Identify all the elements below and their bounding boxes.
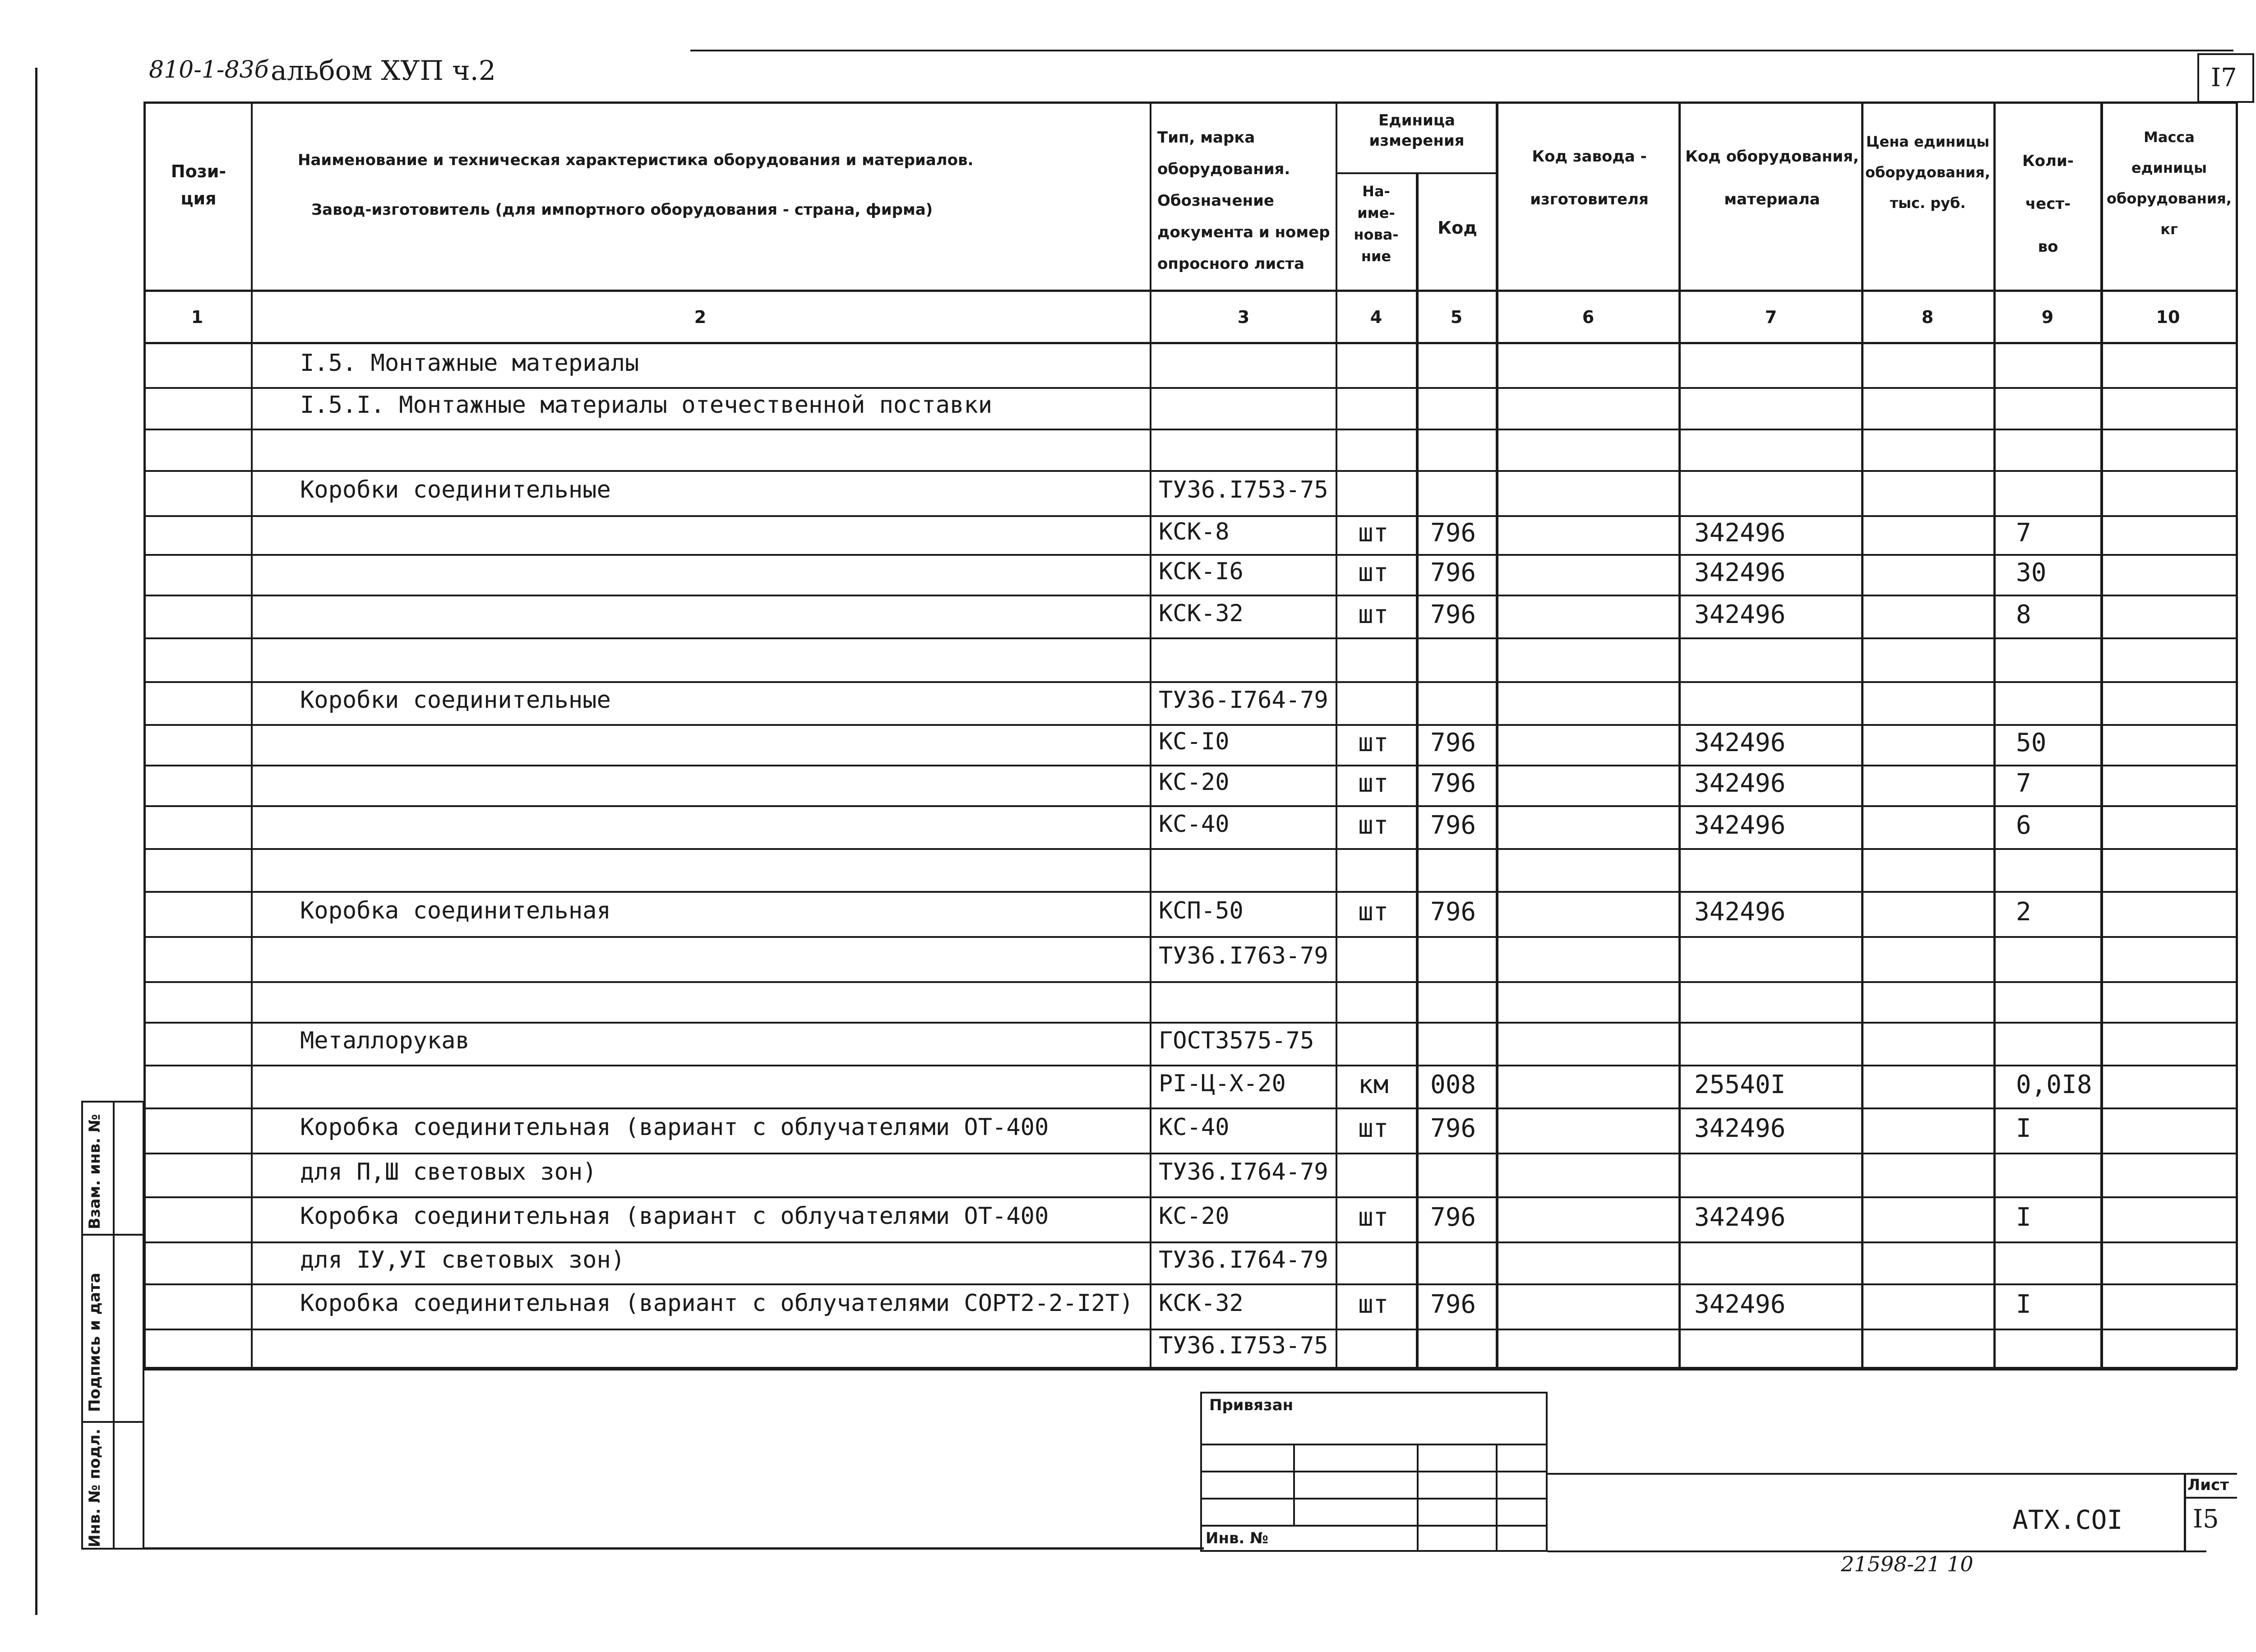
header-unit-code: Код: [1438, 218, 1477, 238]
row-type: КСК-I6: [1159, 558, 1244, 585]
col-line-4: [1416, 172, 1419, 1369]
row-unit: шт: [1358, 728, 1389, 757]
row-material-code: 342496: [1694, 1114, 1786, 1143]
row-type: ТУ36.I764-79: [1159, 1158, 1328, 1186]
column-number-1: 1: [191, 307, 203, 327]
sheet-number-sep: [2184, 1473, 2186, 1552]
side-label-vzam: Взам. инв. №: [86, 1114, 104, 1229]
side-strip-rule-2: [81, 1421, 144, 1423]
row-name: Металлорукав: [300, 1027, 470, 1054]
row-unit-code: 796: [1430, 1114, 1476, 1143]
row-name: для П,Ш световых зон): [300, 1158, 597, 1186]
row-type: КС-20: [1159, 1203, 1230, 1230]
column-number-2: 2: [694, 307, 707, 327]
row-material-code: 342496: [1694, 1290, 1786, 1319]
side-label-inv-podl: Инв. № подл.: [86, 1428, 104, 1547]
sheet-code: ATX.COI: [2012, 1504, 2123, 1535]
col-line-7: [1861, 102, 1863, 1369]
row-quantity: I: [2016, 1203, 2031, 1232]
side-strip-divider: [113, 1101, 115, 1550]
row-name: Коробки соединительные: [300, 686, 611, 714]
row-rule: [143, 724, 2237, 726]
row-rule: [143, 387, 2237, 389]
row-rule: [143, 1283, 2237, 1285]
row-rule: [143, 681, 2237, 683]
row-unit: шт: [1358, 1290, 1389, 1319]
column-number-9: 9: [2041, 307, 2054, 327]
row-rule: [143, 848, 2237, 850]
row-type: КС-I0: [1159, 728, 1230, 755]
col-line-3: [1336, 102, 1337, 1369]
row-quantity: 50: [2016, 728, 2047, 757]
header-unit-group: Единица измерения: [1369, 111, 1465, 150]
row-quantity: 30: [2016, 558, 2047, 587]
column-number-8: 8: [1921, 307, 1934, 327]
row-unit-code: 796: [1430, 600, 1476, 629]
col-line-8: [1993, 102, 1996, 1369]
sheet-number: I5: [2193, 1504, 2219, 1534]
row-unit-code: 796: [1430, 558, 1476, 587]
row-rule: [143, 470, 2237, 472]
row-quantity: I: [2016, 1114, 2031, 1143]
row-name: Коробки соединительные: [300, 476, 611, 503]
bottom-handwritten-number: 21598-21 10: [1841, 1552, 1974, 1576]
row-material-code: 342496: [1694, 810, 1786, 840]
col-line-2: [1150, 102, 1151, 1369]
row-unit: шт: [1358, 600, 1389, 629]
row-unit-code: 796: [1430, 1203, 1476, 1232]
row-rule: [143, 1153, 2237, 1154]
header-mass: Масса единицы оборудования, кг: [2107, 129, 2232, 238]
page-number: I7: [2211, 63, 2237, 92]
stamp-col-1: [1293, 1444, 1295, 1525]
row-unit: шт: [1358, 769, 1389, 798]
row-rule: [143, 637, 2237, 639]
header-price: Цена единицы оборудования, тыс. руб.: [1865, 133, 1990, 212]
row-unit: шт: [1358, 558, 1389, 587]
row-rule: [143, 515, 2237, 517]
row-rule: [143, 981, 2237, 983]
row-name: для IУ,УI световых зон): [300, 1246, 625, 1274]
row-type: КСК-32: [1159, 600, 1244, 627]
header-position: Пози- ция: [171, 162, 227, 208]
row-material-code: 25540I: [1694, 1070, 1786, 1099]
row-unit-code: 008: [1430, 1070, 1476, 1099]
row-quantity: I: [2016, 1290, 2031, 1319]
row-quantity: 0,0I8: [2016, 1070, 2092, 1099]
row-material-code: 342496: [1694, 897, 1786, 927]
row-name: I.5.I. Монтажные материалы отечественной поставки: [300, 392, 993, 419]
left-margin-line: [35, 68, 37, 1615]
row-rule: [143, 805, 2237, 807]
row-type: ТУ36.I764-79: [1159, 1246, 1328, 1274]
top-header-line: [690, 50, 2233, 51]
row-material-code: 342496: [1694, 769, 1786, 798]
row-unit-code: 796: [1430, 897, 1476, 927]
stamp-inv-label: Инв. №: [1206, 1529, 1269, 1547]
row-name: Коробка соединительная (вариант с облучателями СОРТ2-2-I2Т): [300, 1290, 1134, 1317]
title-block-rule: [1548, 1473, 2237, 1475]
row-rule: [143, 936, 2237, 938]
row-unit: шт: [1358, 518, 1389, 548]
row-unit: км: [1358, 1070, 1389, 1099]
header-plant-code: Код завода - изготовителя: [1530, 148, 1649, 208]
col-line-9: [2100, 102, 2103, 1369]
row-type: ГОСТ3575-75: [1159, 1027, 1314, 1054]
header-type: Тип, марка оборудования. Обозначение документа и номер опросного листа: [1157, 129, 1330, 273]
stamp-col-3: [1496, 1444, 1498, 1552]
row-rule: [143, 891, 2237, 893]
header-manufacturer: Завод-изготовитель (для импортного оборудования - страна, фирма): [311, 201, 933, 219]
row-name: Коробка соединительная (вариант с облучателями ОТ-400: [300, 1114, 1049, 1141]
col-line-5: [1496, 102, 1498, 1369]
row-type: ТУ36.I763-79: [1159, 942, 1328, 969]
header-unit-name: На- име- нова- ние: [1354, 183, 1399, 265]
column-number-7: 7: [1765, 307, 1777, 327]
row-quantity: 7: [2016, 769, 2031, 798]
column-number-3: 3: [1237, 307, 1250, 327]
row-unit-code: 796: [1430, 810, 1476, 840]
row-rule: [143, 1107, 2237, 1109]
row-rule: [143, 1065, 2237, 1066]
row-rule: [143, 1241, 2237, 1243]
row-material-code: 342496: [1694, 518, 1786, 548]
row-unit: шт: [1358, 810, 1389, 840]
row-name: I.5. Монтажные материалы: [300, 349, 639, 377]
row-unit: шт: [1358, 1114, 1389, 1143]
column-number-6: 6: [1582, 307, 1595, 327]
column-number-5: 5: [1450, 307, 1463, 327]
row-type: КС-20: [1159, 769, 1230, 796]
row-unit-code: 796: [1430, 769, 1476, 798]
col-line-6: [1678, 102, 1681, 1369]
side-label-podpis: Подпись и дата: [86, 1273, 104, 1412]
row-quantity: 2: [2016, 897, 2031, 927]
side-strip-rule-1: [81, 1234, 144, 1236]
stamp-bound-label: Привязан: [1209, 1396, 1294, 1414]
col-line-1: [251, 102, 253, 1369]
row-unit-code: 796: [1430, 1290, 1476, 1319]
row-quantity: 7: [2016, 518, 2031, 548]
row-rule: [143, 1329, 2237, 1330]
header-quantity: Коли- чест- во: [2022, 152, 2074, 256]
album-title: альбом ХУП ч.2: [271, 55, 496, 87]
row-name: Коробка соединительная: [300, 897, 611, 924]
header-name: Наименование и техническая характеристика оборудования и материалов.: [298, 151, 974, 169]
row-type: ТУ36-I764-79: [1159, 686, 1328, 714]
row-rule: [143, 429, 2237, 430]
row-type: ТУ36.I753-75: [1159, 476, 1328, 503]
colnum-rule: [143, 342, 2237, 344]
row-quantity: 8: [2016, 600, 2031, 629]
row-type: PI-Ц-Х-20: [1159, 1070, 1286, 1097]
row-material-code: 342496: [1694, 1203, 1786, 1232]
sheet-label: Лист: [2187, 1476, 2229, 1494]
row-type: КСП-50: [1159, 897, 1244, 924]
header-rule: [143, 290, 2237, 292]
row-unit-code: 796: [1430, 518, 1476, 548]
bottom-border: [143, 1547, 1204, 1550]
row-material-code: 342496: [1694, 728, 1786, 757]
row-type: КС-40: [1159, 1114, 1230, 1141]
row-rule: [143, 1196, 2237, 1198]
column-number-10: 10: [2156, 307, 2180, 327]
album-handwritten-code: 810-1-83б: [149, 56, 269, 83]
row-rule: [143, 554, 2237, 556]
row-type: КСК-32: [1159, 1290, 1244, 1317]
stamp-col-2: [1417, 1444, 1419, 1552]
row-quantity: 6: [2016, 810, 2031, 840]
sheet-label-rule: [2184, 1497, 2237, 1499]
row-rule: [143, 765, 2237, 766]
row-material-code: 342496: [1694, 558, 1786, 587]
row-rule: [143, 1022, 2237, 1024]
row-rule: [143, 595, 2237, 596]
row-material-code: 342496: [1694, 600, 1786, 629]
row-unit: шт: [1358, 1203, 1389, 1232]
row-type: КС-40: [1159, 810, 1230, 838]
row-type: КСК-8: [1159, 518, 1230, 545]
row-type: ТУ36.I753-75: [1159, 1332, 1328, 1359]
footer-top-rule: [143, 1368, 2237, 1371]
row-unit-code: 796: [1430, 728, 1476, 757]
header-material-code: Код оборудования, материала: [1685, 148, 1859, 208]
column-number-4: 4: [1370, 307, 1382, 327]
row-name: Коробка соединительная (вариант с облучателями ОТ-400: [300, 1203, 1049, 1230]
row-unit: шт: [1358, 897, 1389, 927]
